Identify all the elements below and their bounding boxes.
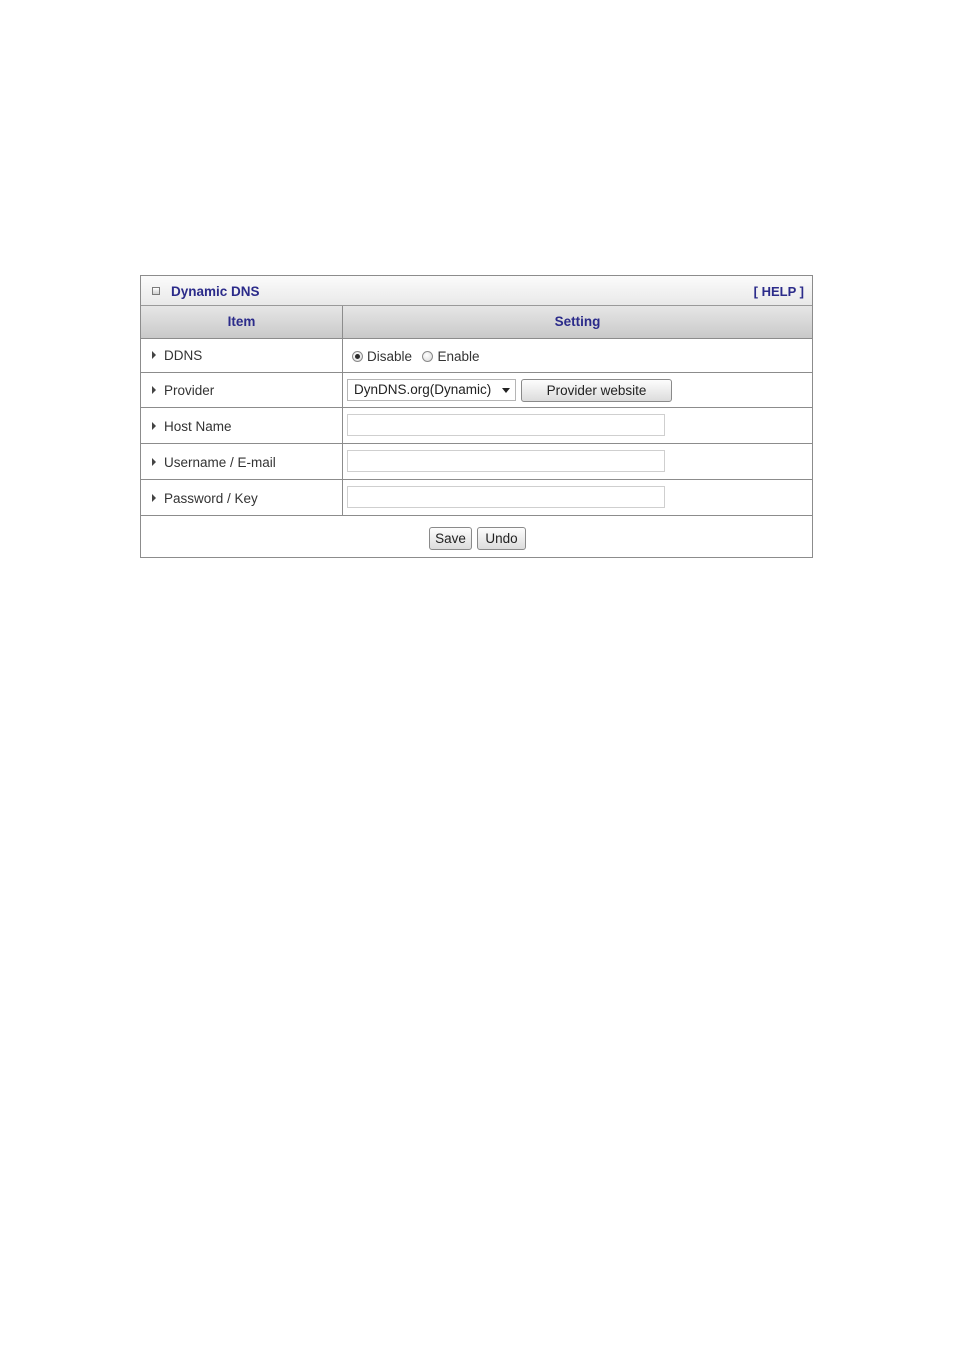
provider-select[interactable]: DynDNS.org(Dynamic) xyxy=(347,379,516,401)
provider-website-button[interactable]: Provider website xyxy=(521,379,672,402)
table-row-ddns xyxy=(141,339,812,373)
row-label-host-name: Host Name xyxy=(152,419,232,434)
table-row-username xyxy=(141,444,812,480)
panel-title: Dynamic DNS xyxy=(171,284,260,299)
panel-square-icon xyxy=(152,287,160,295)
ddns-enable-radio[interactable] xyxy=(422,351,433,362)
header-setting: Setting xyxy=(554,314,601,329)
table-row-password xyxy=(141,480,812,516)
ddns-disable-label: Disable xyxy=(367,349,413,364)
table-row-provider xyxy=(141,373,812,408)
ddns-enable-label: Enable xyxy=(437,349,480,364)
dynamic-dns-panel xyxy=(140,275,813,558)
help-link[interactable]: [ HELP ] xyxy=(753,284,804,299)
row-arrow-icon xyxy=(152,386,156,394)
ddns-disable-radio[interactable] xyxy=(352,351,363,362)
row-label-username: Username / E-mail xyxy=(152,455,276,470)
ddns-radio-group xyxy=(352,348,486,366)
header-item: Item xyxy=(227,314,256,329)
row-label-provider: Provider xyxy=(152,383,214,398)
username-input[interactable] xyxy=(347,450,665,472)
save-button[interactable]: Save xyxy=(429,527,472,550)
row-arrow-icon xyxy=(152,494,156,502)
row-arrow-icon xyxy=(152,458,156,466)
provider-controls xyxy=(347,379,677,403)
chevron-down-icon xyxy=(502,388,510,393)
table-header xyxy=(141,306,812,339)
row-label-ddns: DDNS xyxy=(152,348,202,363)
row-label-password: Password / Key xyxy=(152,491,258,506)
undo-button[interactable]: Undo xyxy=(477,527,526,550)
row-arrow-icon xyxy=(152,351,156,359)
panel-title-bar xyxy=(141,276,812,306)
password-input[interactable] xyxy=(347,486,665,508)
table-row-host-name xyxy=(141,408,812,444)
row-arrow-icon xyxy=(152,422,156,430)
host-name-input[interactable] xyxy=(347,414,665,436)
